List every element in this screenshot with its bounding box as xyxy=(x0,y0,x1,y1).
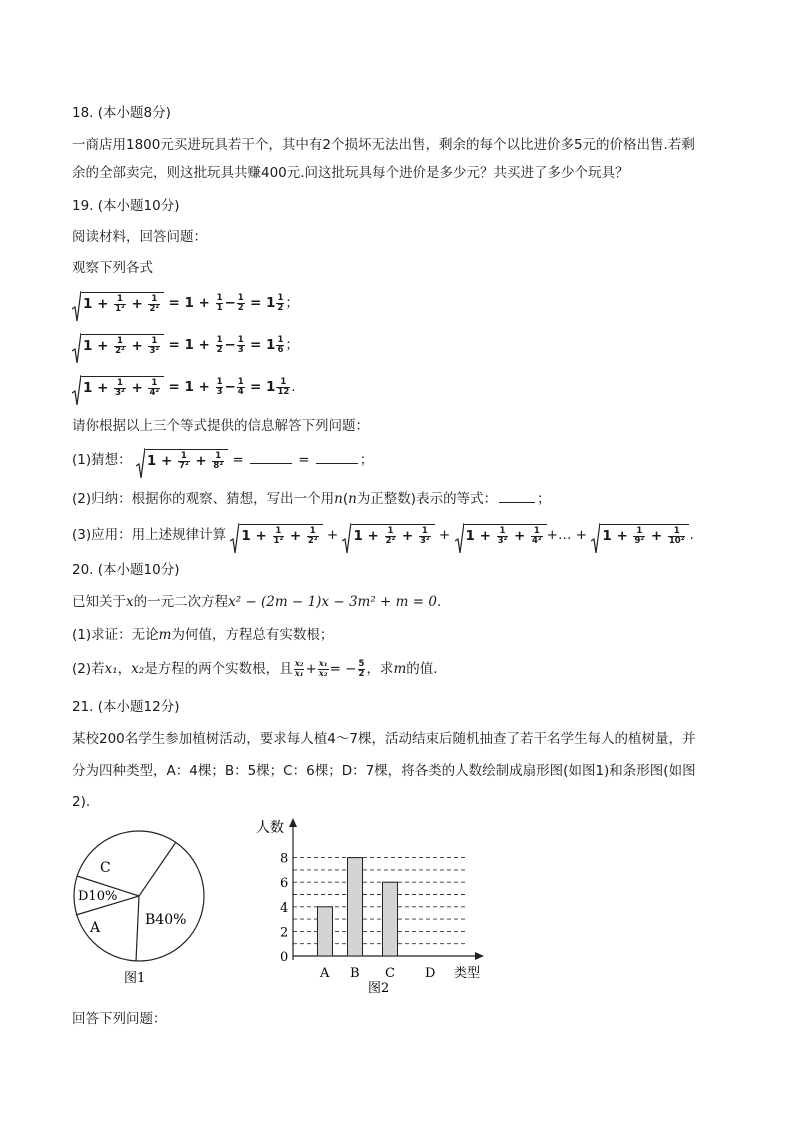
y-tick-label: 6 xyxy=(280,876,289,892)
x-tick-label-C: C xyxy=(385,966,395,981)
bar-A xyxy=(318,907,333,956)
q21-header: 21. (本小题12分) xyxy=(72,699,180,715)
q21-text-line3: 2). xyxy=(72,794,91,810)
q20-part1: (1)求证：无论m为何值，方程总有实数根； xyxy=(72,627,334,643)
x-axis-arrow xyxy=(475,952,484,960)
y-tick-label: 8 xyxy=(280,851,289,867)
q19-equation-2: 1 + $\frac{1}{\text{2²}}$ + $\frac{1}{\text{3²}}$ = 1 + $\frac{1}{2}$ − $\frac{1}{3}$ = 1 $\frac{1}{6}$ ； xyxy=(72,334,299,356)
q21-closing: 回答下列问题： xyxy=(72,1011,167,1027)
y-axis-arrow xyxy=(289,818,297,827)
y-axis-label: 人数 xyxy=(256,820,284,836)
bar-C xyxy=(383,882,398,956)
answer-blank-2[interactable] xyxy=(316,451,358,464)
q18-header: 18. (本小题8分) xyxy=(72,105,171,121)
q18-text-line2: 余的全部卖完，则这批玩具共赚400元.问这批玩具每个进价是多少元？共买进了多少个玩具？ xyxy=(72,165,629,181)
bar-chart-caption: 图2 xyxy=(368,981,390,996)
q21-text-line2: 分为四种类型，A：4棵；B：5棵；C：6棵；D：7棵，将各类的人数绘制成扇形图(如图1)和条形图(如图 xyxy=(72,763,696,779)
q19-part1: (1)猜想： 1 + $\frac{1}{\text{7²}}$ + $\frac{1}{\text{8²}}$ = = ； xyxy=(72,449,373,471)
q19-equation-3: 1 + $\frac{1}{\text{3²}}$ + $\frac{1}{\text{4²}}$ = 1 + $\frac{1}{3}$ − $\frac{1}{4}$ = 1 $\frac{1}{12}$ . xyxy=(72,376,296,398)
answer-blank-3[interactable] xyxy=(499,490,535,503)
x-axis-label: 类型 xyxy=(454,966,481,981)
q19-prompt: 请你根据以上三个等式提供的信息解答下列问题： xyxy=(72,418,369,434)
q19-part2: (2)归纳：根据你的观察、猜想，写出一个用n(n为正整数)表示的等式： ； xyxy=(72,491,551,507)
y-tick-label: 4 xyxy=(280,900,289,916)
pie-chart-figure1 xyxy=(70,828,220,988)
q20-header: 20. (本小题10分) xyxy=(72,562,180,578)
pie-caption: 图1 xyxy=(124,971,146,986)
pie-label-b: B40% xyxy=(145,912,187,928)
q20-statement: 已知关于x的一元二次方程x² − (2m − 1)x − 3m² + m = 0. xyxy=(72,594,442,610)
bar-B xyxy=(348,858,363,956)
y-tick-label: 2 xyxy=(280,925,289,941)
pie-label-a: A xyxy=(90,920,101,936)
bar-chart-figure2 xyxy=(250,812,495,997)
pie-label-c: C xyxy=(100,860,111,876)
q19-header: 19. (本小题10分) xyxy=(72,198,180,214)
q20-part2: (2)若x₁，x₂是方程的两个实数根，且 $\frac{\text{x₂}}{\text{x₁}}$ + $\frac{\text{x₁}}{\text{x₂}}$ = − $\frac{5}{2}$ ，求m的值. xyxy=(72,658,438,679)
q19-equation-1: 1 + $\frac{1}{\text{1²}}$ + $\frac{1}{\text{2²}}$ = 1 + $\frac{1}{1}$ − $\frac{1}{2}$ = 1 $\frac{1}{2}$ ； xyxy=(72,292,299,314)
q19-observe: 观察下列各式 xyxy=(72,260,153,276)
pie-label-d: D10% xyxy=(78,889,118,904)
y-tick-label: 0 xyxy=(280,950,289,965)
q19-part3: (3)应用：用上述规律计算 1 + $\frac{1}{\text{1²}}$ + $\frac{1}{\text{2²}}$ + 1 + $\frac{1}{\text{2²}}$ + $\frac{1}{\text{3²}}$ + 1 + $\frac{1}{\text{3²}}$ + $\frac{1}{\text{4²}}$ +… + 1 + $\frac{1}{\text{9²}}$ + $\frac{1}{\text{10²}}$ . xyxy=(72,524,694,546)
q18-text-line1: 一商店用1800元买进玩具若干个，其中有2个损坏无法出售，剩余的每个以比进价多5元的价格出售.若剩 xyxy=(72,137,695,153)
x-tick-label-D: D xyxy=(425,966,436,981)
q19-intro: 阅读材料，回答问题： xyxy=(72,229,207,245)
x-tick-label-A: A xyxy=(320,966,330,981)
x-tick-label-B: B xyxy=(350,966,360,981)
answer-blank-1[interactable] xyxy=(250,451,292,464)
q21-text-line1: 某校200名学生参加植树活动，要求每人植4～7棵，活动结束后随机抽查了若干名学生每人的植树量，并 xyxy=(72,731,696,747)
